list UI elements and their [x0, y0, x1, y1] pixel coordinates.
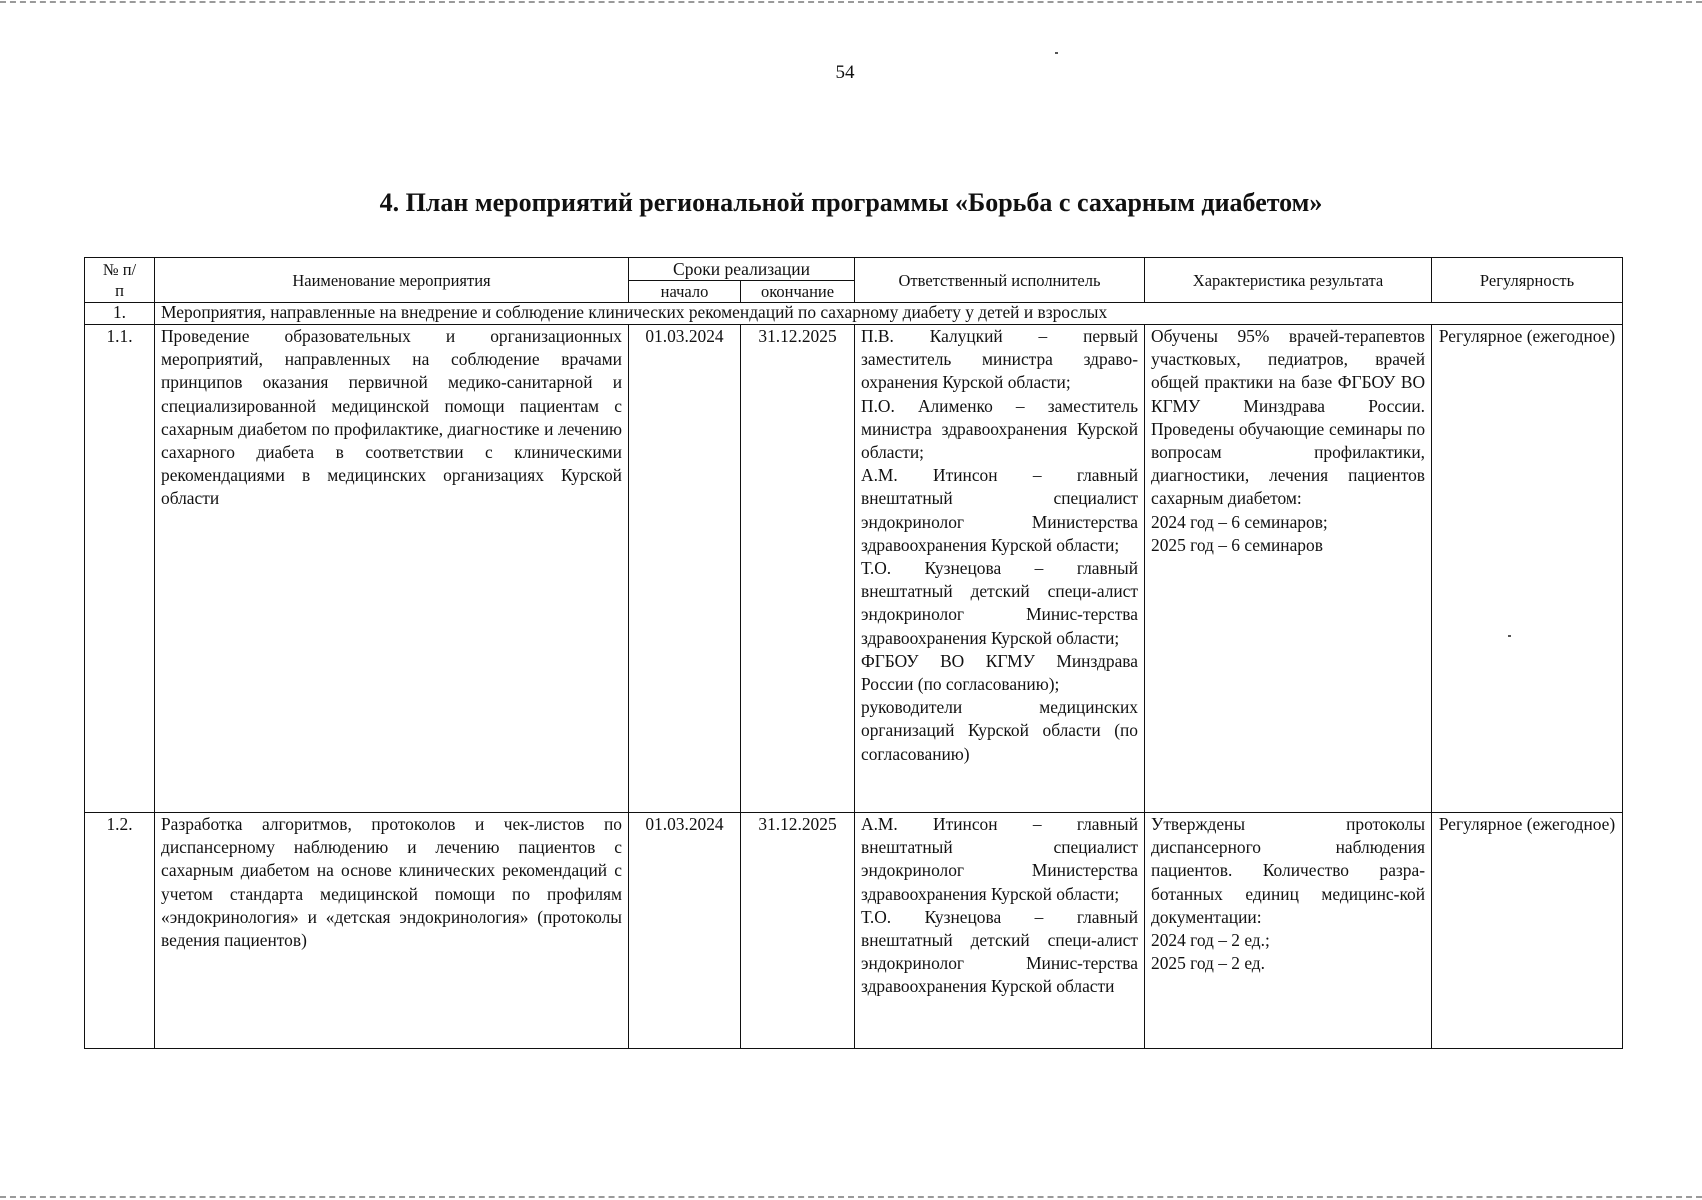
result-cell	[1145, 813, 1432, 1049]
activity-name: Разработка алгоритмов, протоколов и чек-листов по диспансерному наблюдению и лечению пациентов с сахарным диабетом на основе клинических рекомендаций с учетом стандарта медицинской помощи по профилям «эндокринология» и «детская эндокринология» (протоколы ведения пациентов)	[155, 813, 629, 1049]
regularity: Регулярное (ежегодное)	[1432, 813, 1623, 1049]
responsible-entry: ФГБОУ ВО КГМУ Минздрава России (по согласованию);	[861, 650, 1139, 695]
result-text: Обучены 95% врачей-терапевтов участковых, педиатров, врачей общей практики на базе ФГБОУ ВО КГМУ Минздрава России. Проведены обучающие семинары по вопросам профилактики, диагностики, лечения пациентов сахарным диабетом:	[1151, 326, 1426, 509]
start-date: 01.03.2024	[629, 325, 741, 813]
header-period: Сроки реализации	[629, 258, 855, 281]
header-num: № п/п	[85, 258, 155, 303]
responsible-cell	[855, 325, 1145, 813]
header-responsible: Ответственный исполнитель	[855, 258, 1145, 303]
header-end: окончание	[741, 281, 855, 303]
row-num: 1.2.	[85, 813, 155, 1049]
end-date: 31.12.2025	[741, 325, 855, 813]
result-item: 2024 год – 6 семинаров;	[1151, 511, 1328, 532]
header-start: начало	[629, 281, 741, 303]
scan-top-edge	[0, 1, 1702, 3]
header-regularity: Регулярность	[1432, 258, 1623, 303]
header-result: Характеристика результата	[1145, 258, 1432, 303]
regularity: Регулярное (ежегодное)	[1432, 325, 1623, 813]
responsible-entry: А.М. Итинсон – главный внештатный специалист эндокринолог Министерства здравоохранения Курской области;	[861, 814, 1139, 904]
header-name: Наименование мероприятия	[155, 258, 629, 303]
scan-bottom-edge	[0, 1196, 1702, 1198]
header-row	[85, 258, 1623, 281]
end-date: 31.12.2025	[741, 813, 855, 1049]
result-item: 2024 год – 2 ед.;	[1151, 930, 1270, 951]
result-cell	[1145, 325, 1432, 813]
activity-name: Проведение образовательных и организационных мероприятий, направленных на соблюдение врачами принципов оказания первичной медико-санитарной и специализированной медицинской помощи пациентам с сахарным диабетом по профилактике, диагностике и лечению сахарного диабета в соответствии с клиническими рекомендациями в медицинских организациях Курской области	[155, 325, 629, 813]
table-row	[85, 813, 1623, 1049]
row-num: 1.1.	[85, 325, 155, 813]
page-title: 4. План мероприятий региональной программы «Борьба с сахарным диабетом»	[379, 188, 1323, 217]
action-plan-table	[84, 257, 1623, 1049]
responsible-entry: Т.О. Кузнецова – главный внештатный детский специ-алист эндокринолог Минис-терства здравоохранения Курской области	[861, 906, 1139, 997]
section-title: Мероприятия, направленные на внедрение и соблюдение клинических рекомендаций по сахарному диабету у детей и взрослых	[155, 303, 1623, 325]
responsible-entry: руководители медицинских организаций Курской области (по согласованию)	[861, 697, 1139, 764]
start-date: 01.03.2024	[629, 813, 741, 1049]
responsible-cell	[855, 813, 1145, 1049]
page-number: 54	[835, 62, 855, 83]
responsible-entry: А.М. Итинсон – главный внештатный специалист эндокринолог Министерства здравоохранения Курской области;	[861, 465, 1139, 555]
responsible-entry: П.О. Алименко – заместитель министра здравоохранения Курской области;	[861, 395, 1139, 463]
responsible-entry: П.В. Калуцкий – первый заместитель министра здраво-охранения Курской области;	[861, 326, 1139, 393]
table-row	[85, 325, 1623, 813]
responsible-entry: Т.О. Кузнецова – главный внештатный детский специ-алист эндокринолог Минис-терства здравоохранения Курской области;	[861, 558, 1139, 648]
scan-speck	[1055, 52, 1058, 54]
result-text: Утверждены протоколы диспансерного наблюдения пациентов. Количество разра-ботанных единиц медицинс-кой документации:	[1151, 814, 1426, 927]
result-item: 2025 год – 6 семинаров	[1151, 534, 1323, 555]
section-num: 1.	[85, 303, 155, 325]
section-row	[85, 303, 1623, 325]
result-item: 2025 год – 2 ед.	[1151, 953, 1266, 974]
